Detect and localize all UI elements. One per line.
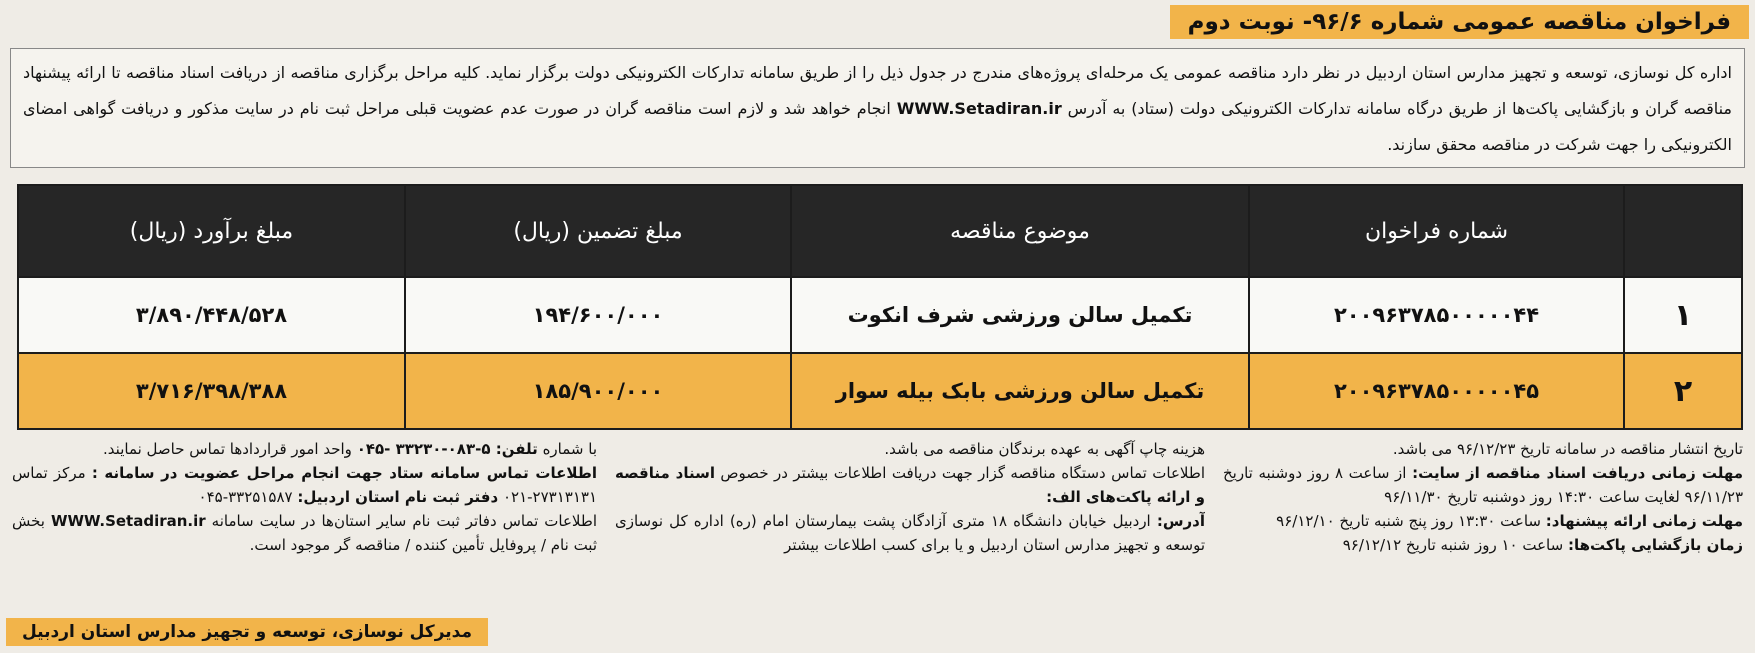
center-phone: ۲۷۳۱۳۱۳۱-۰۲۱	[502, 488, 597, 506]
intro-text-1: اداره کل نوسازی، توسعه و تجهیز مدارس استان اردبیل در نظر دارد مناقصه عمومی یک مرحله‌ای پروژه‌های مندرج در جدول ذیل را از طریق سامانه تدارکات الکترونیکی دولت برگزار نماید. کلیه مراحل برگزاری مناقصه از دریافت اسناد مناقصه تا ارائه پیشنهاد مناقصه گران و بازگشایی پاکت‌ها از طریق درگاه سامانه تدارکات الکترونیکی دولت (ستاد) به آدرس	[23, 63, 1732, 118]
phone-suffix: واحد امور قراردادها تماس حاصل نمایند.	[103, 440, 352, 458]
table-header-row	[18, 185, 1742, 277]
submit-deadline-value: ساعت ۱۳:۳۰ روز پنج شنبه تاریخ ۹۶/۱۲/۱۰	[1276, 512, 1541, 530]
guarantee-amount: ۱۹۴/۶۰۰/۰۰۰	[405, 277, 791, 353]
ad-cost-note: هزینه چاپ آگهی به عهده برندگان مناقصه می باشد.	[884, 440, 1205, 458]
setad-website-link-2[interactable]: WWW.Setadiran.ir	[50, 512, 206, 530]
address-value: اردبیل خیابان دانشگاه ۱۸ متری آزادگان پشت بیمارستان امام (ره) اداره کل نوسازی توسعه و تجهیز مدارس استان اردبیل و یا برای کسب اطلاعات بیشتر	[615, 512, 1205, 554]
header-guarantee: مبلغ تضمین (ریال)	[405, 185, 791, 277]
setad-website-link[interactable]: WWW.Setadiran.ir	[896, 99, 1062, 118]
header-estimate: مبلغ برآورد (ریال)	[18, 185, 405, 277]
submit-deadline-label: مهلت زمانی ارائه پیشنهاد:	[1545, 512, 1743, 530]
estimate-amount: ۳/۸۹۰/۴۴۸/۵۲۸	[18, 277, 405, 353]
row-number: ۲	[1624, 353, 1742, 429]
row-number: ۱	[1624, 277, 1742, 353]
intro-text-2: انجام خواهد شد و لازم است مناقصه گران در صورت عدم عضویت قبلی مراحل ثبت نام در سایت مذکور و دریافت گواهی امضای الکترونیکی را جهت شرکت در مناقصه محقق سازند.	[23, 99, 1732, 154]
publish-date: تاریخ انتشار مناقصه در سامانه تاریخ ۹۶/۱۲/۲۳ می باشد.	[1392, 440, 1743, 458]
table-row	[18, 277, 1742, 353]
other-offices-end: بخش ثبت نام / پروفایل تأمین کننده / مناقصه گر موجود است.	[12, 512, 597, 554]
notice-title: فراخوان مناقصه عمومی شماره ۹۶/۶- نوبت دوم	[1170, 5, 1749, 39]
docs-deadline-value: از ساعت ۸ روز دوشنبه تاریخ ۹۶/۱۱/۲۳ لغایت ساعت ۱۴:۳۰ روز دوشنبه تاریخ ۹۶/۱۱/۳۰	[1223, 464, 1743, 506]
phone-prefix: با شماره	[542, 440, 597, 458]
estimate-amount: ۳/۷۱۶/۳۹۸/۳۸۸	[18, 353, 405, 429]
phone-column	[12, 437, 597, 605]
intro-paragraph	[10, 48, 1745, 168]
tender-subject: تکمیل سالن ورزشی شرف انکوت	[791, 277, 1249, 353]
details-section	[12, 437, 1743, 605]
opening-label: زمان بازگشایی پاکت‌ها:	[1567, 536, 1743, 554]
tender-table	[17, 184, 1743, 430]
dates-column	[1223, 437, 1743, 605]
guarantee-amount: ۱۸۵/۹۰۰/۰۰۰	[405, 353, 791, 429]
center-phone-prefix: مرکز تماس	[12, 464, 86, 482]
ardabil-office-label: دفتر ثبت نام استان اردبیل:	[297, 488, 499, 506]
call-number: ۲۰۰۹۶۳۷۸۵۰۰۰۰۰۴۵	[1249, 353, 1624, 429]
contact-docs-label: اسناد مناقصه و ارائه پاکت‌های الف:	[615, 464, 1205, 506]
header-row-number	[1624, 185, 1742, 277]
docs-deadline-label: مهلت زمانی دریافت اسناد مناقصه از سایت:	[1412, 464, 1743, 482]
setad-contact-label: اطلاعات تماس سامانه ستاد جهت انجام مراحل عضویت در سامانه :	[91, 464, 597, 482]
opening-value: ساعت ۱۰ روز شنبه تاریخ ۹۶/۱۲/۱۲	[1342, 536, 1564, 554]
header-subject: موضوع مناقصه	[791, 185, 1249, 277]
header-call-number: شماره فراخوان	[1249, 185, 1624, 277]
address-label: آدرس:	[1156, 512, 1205, 530]
call-number: ۲۰۰۹۶۳۷۸۵۰۰۰۰۰۴۴	[1249, 277, 1624, 353]
table-row	[18, 353, 1742, 429]
ardabil-office-phone: ۳۳۲۵۱۵۸۷-۰۴۵	[198, 488, 293, 506]
tender-subject: تکمیل سالن ورزشی بابک بیله سوار	[791, 353, 1249, 429]
signature-bar: مدیرکل نوسازی، توسعه و تجهیز مدارس استان اردبیل	[6, 618, 488, 646]
phone-number: تلفن: ۵-۰۸۳-۳۳۲۳۰ -۰۴۵	[356, 440, 538, 458]
contact-column	[615, 437, 1205, 605]
other-offices-text: اطلاعات تماس دفاتر ثبت نام سایر استان‌ها در سایت سامانه	[211, 512, 597, 530]
contact-intro: اطلاعات تماس دستگاه مناقصه گزار جهت دریافت اطلاعات بیشتر در خصوص	[720, 464, 1205, 482]
